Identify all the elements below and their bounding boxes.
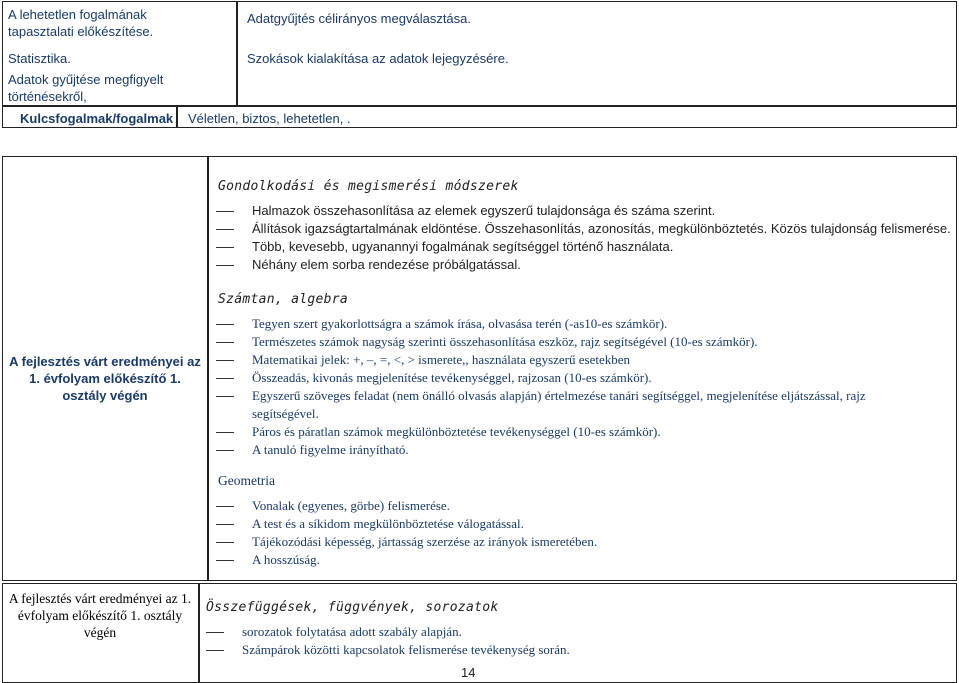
dash-bullet-icon	[216, 396, 234, 397]
top-right-cell-1: Adatgyűjtés célirányos megválasztása.	[247, 11, 472, 26]
list-item: Állítások igazságtartalmának eldöntése. Összehasonlítás, azonosítás, megkülönböztetés. Közös tulajdonság felismerése.	[212, 220, 952, 238]
dash-bullet-icon	[216, 542, 234, 543]
dash-bullet-icon	[216, 524, 234, 525]
list-item: Természetes számok nagyság szerinti összehasonlítása eszköz, rajz segítségével (10-es számkör).	[212, 333, 912, 351]
list-item: Tájékozódási képesség, jártasság szerzése az irányok ismeretében.	[212, 533, 912, 551]
dash-bullet-icon	[216, 360, 234, 361]
key-row-vdivider	[176, 105, 178, 128]
middle-left-label: A fejlesztés várt eredményei az 1. évfolyam előkészítő 1. osztály végén	[9, 354, 201, 403]
bottom-table-vdivider	[198, 583, 200, 683]
dash-bullet-icon	[216, 247, 234, 248]
list-item: Összeadás, kivonás megjelenítése tevékenységgel, rajzosan (10-es számkör).	[212, 369, 912, 387]
section-title-szamtan: Számtan, algebra	[218, 292, 349, 307]
dash-bullet-icon	[206, 632, 224, 633]
top-right-cell-2: Szokások kialakítása az adatok lejegyzésére.	[247, 51, 509, 66]
dash-bullet-icon	[216, 432, 234, 433]
list-item: Tegyen szert gyakorlottságra a számok írása, olvasása terén (-as10-es számkör).	[212, 315, 912, 333]
dash-bullet-icon	[216, 265, 234, 266]
list-item: Több, kevesebb, ugyanannyi fogalmának segítséggel történő használata.	[212, 238, 952, 256]
top-left-cell-3: Adatok gyűjtése megfigyelt történésekről,	[8, 72, 164, 104]
list-geometria	[212, 497, 912, 569]
list-item: A tanuló figyelme irányítható.	[212, 441, 912, 459]
dash-bullet-icon	[216, 324, 234, 325]
list-item: Halmazok összehasonlítása az elemek egyszerű tulajdonsága és száma szerint.	[212, 202, 952, 220]
section-title-gondolkodasi: Gondolkodási és megismerési módszerek	[218, 179, 519, 194]
list-item: Vonalak (egyenes, görbe) felismerése.	[212, 497, 912, 515]
list-item: Egyszerű szöveges feladat (nem önálló olvasás alapján) értelmezése tanári segítséggel, megjelenítése eljátszással, rajz segítségével.	[212, 387, 912, 423]
dash-bullet-icon	[216, 450, 234, 451]
list-item: Matematikai jelek: +, –, =, <, > ismerete,, használata egyszerű esetekben	[212, 351, 912, 369]
list-item: sorozatok folytatása adott szabály alapján.	[202, 623, 902, 641]
section-title-osszefuggesek: Összefüggések, függvények, sorozatok	[206, 600, 499, 615]
key-concepts-value: Véletlen, biztos, lehetetlen, .	[188, 111, 351, 126]
list-item: A hosszúság.	[212, 551, 912, 569]
dash-bullet-icon	[216, 560, 234, 561]
page-number: 14	[461, 665, 476, 680]
section-title-geometria: Geometria	[218, 473, 275, 488]
top-table-vdivider	[236, 1, 238, 106]
key-concepts-label: Kulcsfogalmak/fogalmak	[20, 111, 174, 126]
list-osszefuggesek	[202, 623, 902, 659]
list-szamtan	[212, 315, 912, 459]
top-table-hdivider	[2, 105, 957, 107]
dash-bullet-icon	[216, 211, 234, 212]
list-item: A test és a síkidom megkülönböztetése válogatással.	[212, 515, 912, 533]
dash-bullet-icon	[216, 342, 234, 343]
middle-table-vdivider	[207, 156, 209, 581]
list-item: Számpárok közötti kapcsolatok felismerése tevékenység során.	[202, 641, 902, 659]
dash-bullet-icon	[216, 378, 234, 379]
bottom-left-label: A fejlesztés várt eredményei az 1. évfolyam előkészítő 1. osztály végén	[8, 591, 192, 640]
top-left-cell-1: A lehetetlen fogalmának tapasztalati előkészítése.	[8, 7, 154, 39]
dash-bullet-icon	[216, 229, 234, 230]
list-gondolkodasi	[212, 202, 952, 274]
top-left-cell-2: Statisztika.	[8, 51, 71, 66]
list-item: Páros és páratlan számok megkülönböztetése tevékenységgel (10-es számkör).	[212, 423, 912, 441]
list-item: Néhány elem sorba rendezése próbálgatással.	[212, 256, 952, 274]
dash-bullet-icon	[206, 650, 224, 651]
dash-bullet-icon	[216, 506, 234, 507]
